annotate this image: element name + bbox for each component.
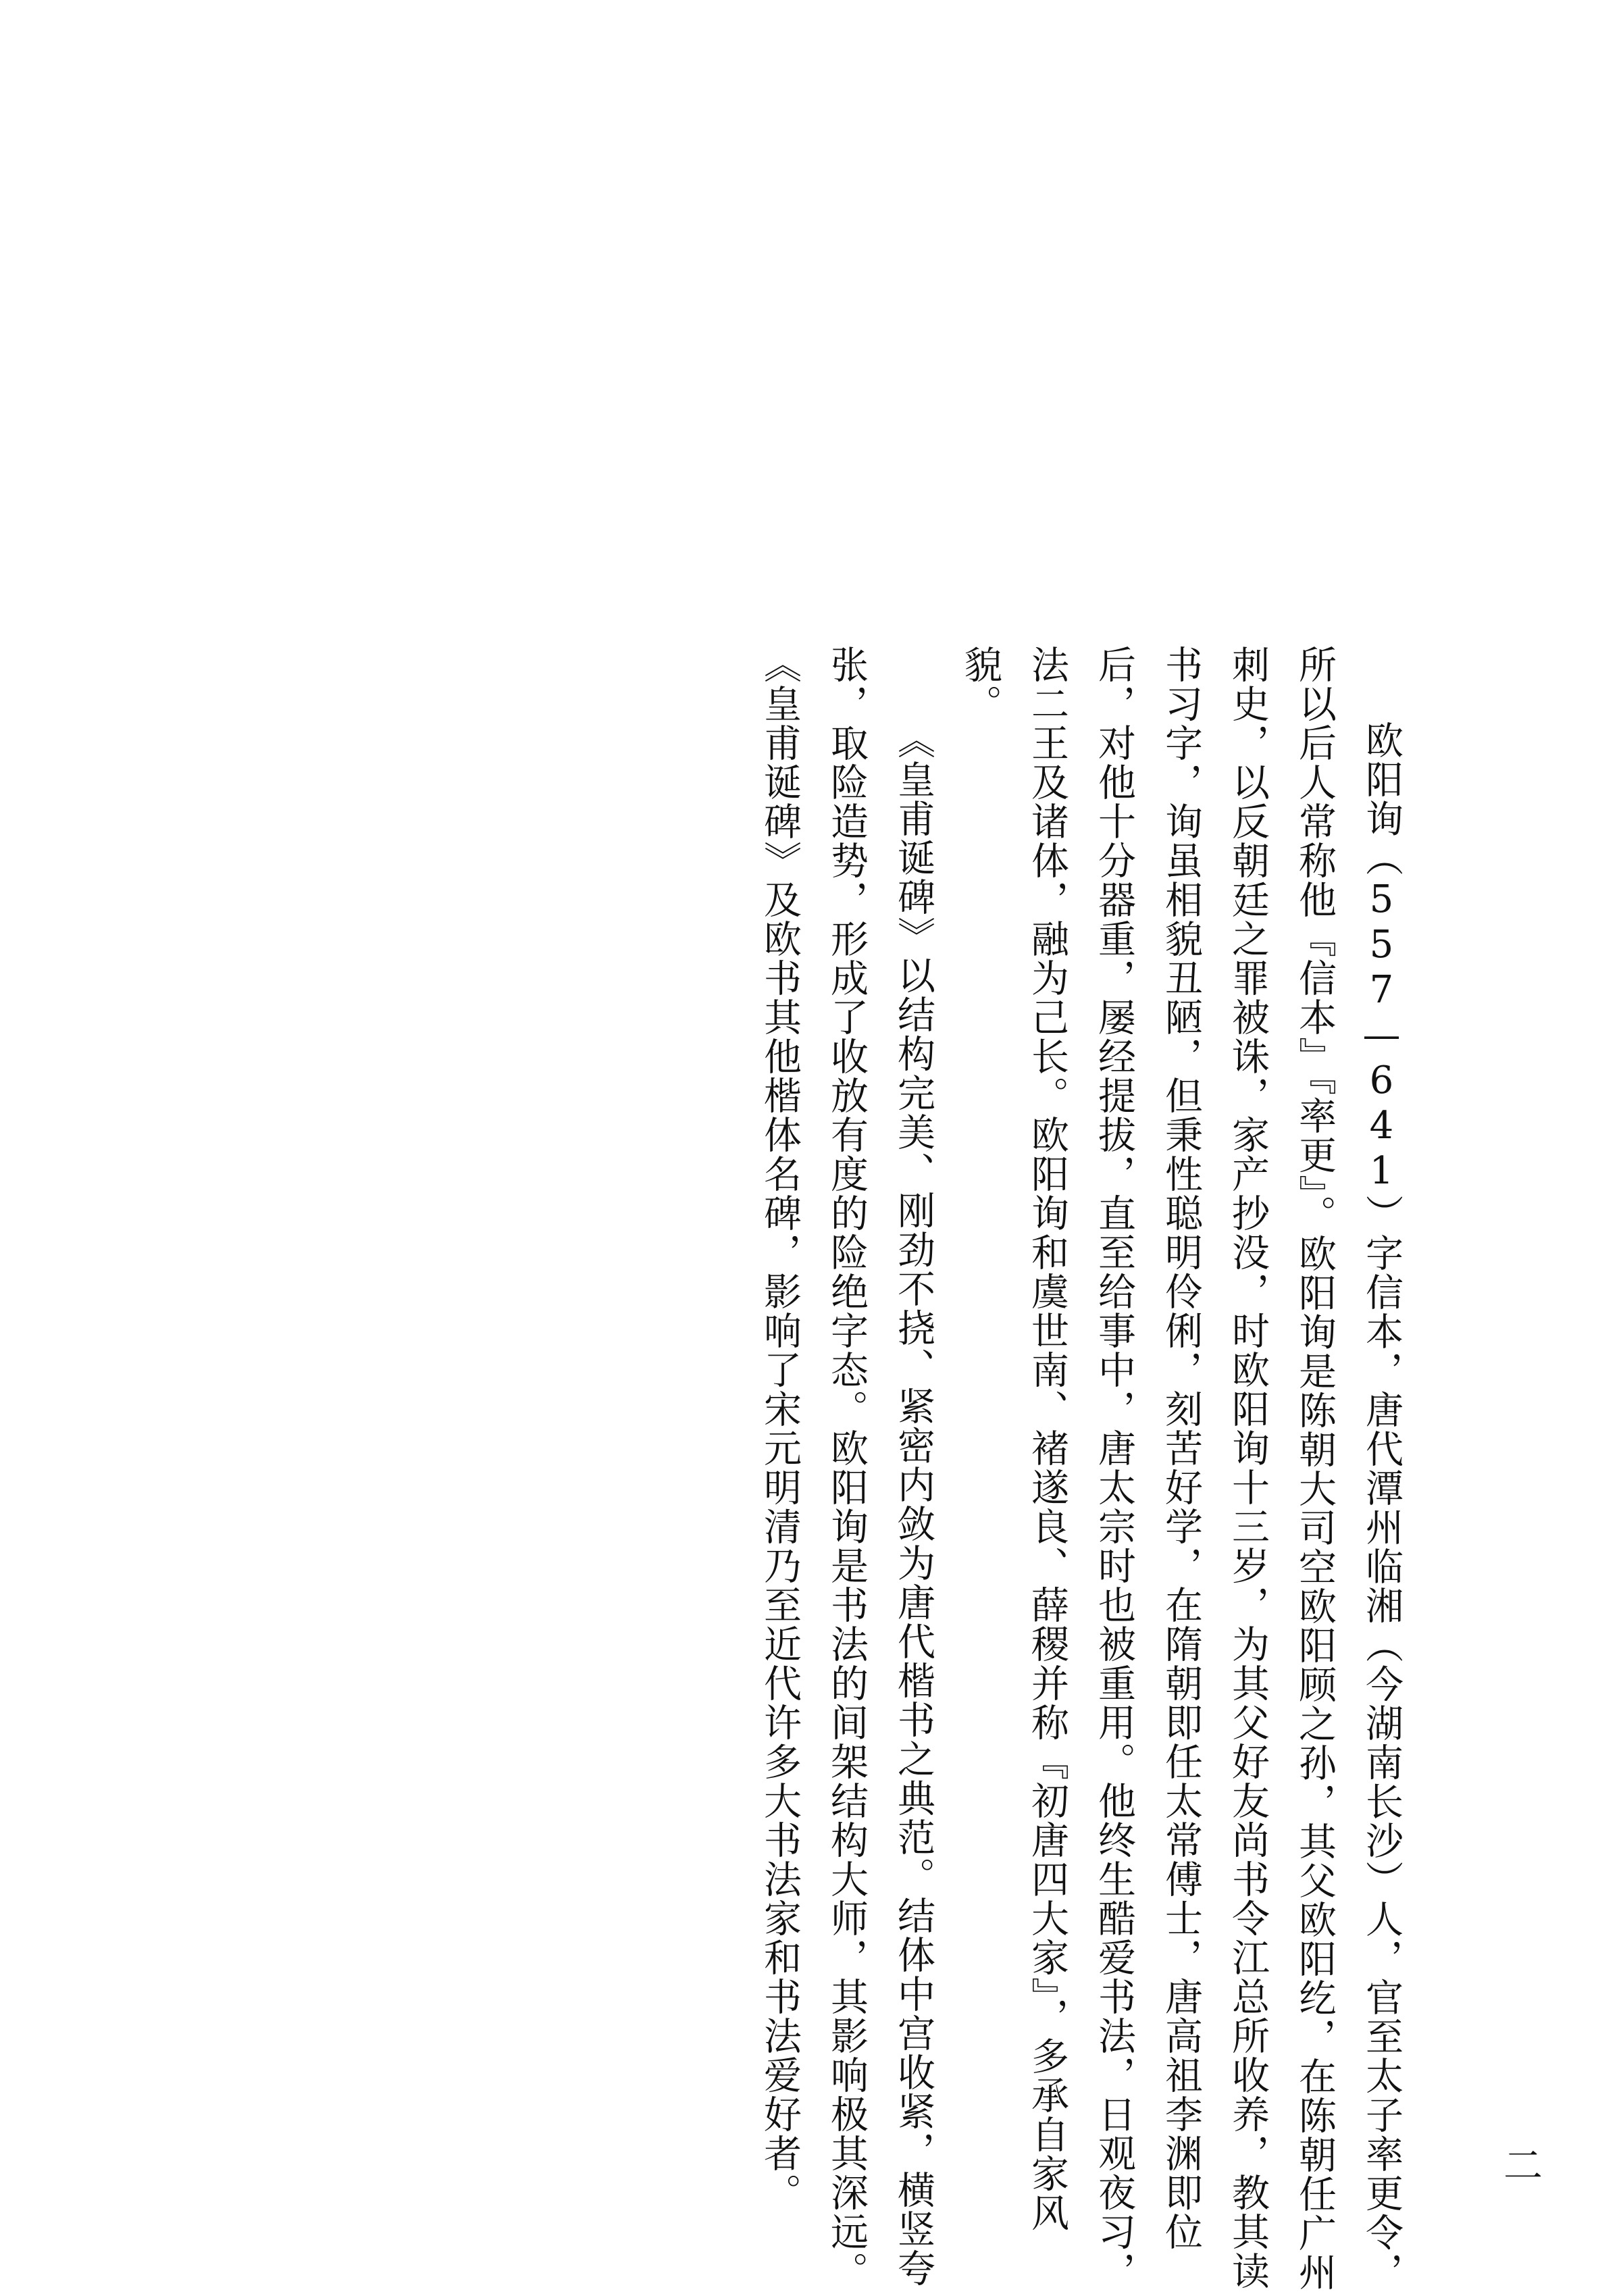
body-text	[746, 645, 1415, 2293]
paragraph-biography: 欧阳询（557—641）字信本，唐代潭州临湘（今湖南长沙）人，官至太子率更令，所以后人常称他『信本』『率更』。欧阳询是陈朝大司空欧阳顾之孙，其父欧阳纥，在陈朝任广州刺史，以反朝廷之罪被诛，家产抄没，时欧阳询十三岁，为其父好友尚书令江总所收养，教其读书习字，询虽相貌丑陋，但秉性聪明伶俐，刻苦好学，在隋朝即任太常傅士，唐高祖李渊即位后，对他十分器重，屡经提拔，直至给事中，唐太宗时也被重用。他终生酷爱书法，日观夜习，法二王及诸体，融为己长。欧阳询和虞世南、褚遂良、薛稷并称『初唐四大家』，多承自家风貌。	[958, 645, 1404, 2292]
page-number: 二	[1497, 2145, 1543, 2184]
paragraph-stele-evaluation: 《皇甫诞碑》以结构完美、刚劲不挠、紧密内敛为唐代楷书之典范。结体中宫收紧，横竖夸张，取险造势，形成了收放有度的险绝字态。欧阳询是书法的间架结构大师，其影响极其深远。《皇甫诞碑》及欧书其他楷体名碑，影响了宋元明清乃至近代许多大书法家和书法爱好者。	[758, 645, 935, 2291]
